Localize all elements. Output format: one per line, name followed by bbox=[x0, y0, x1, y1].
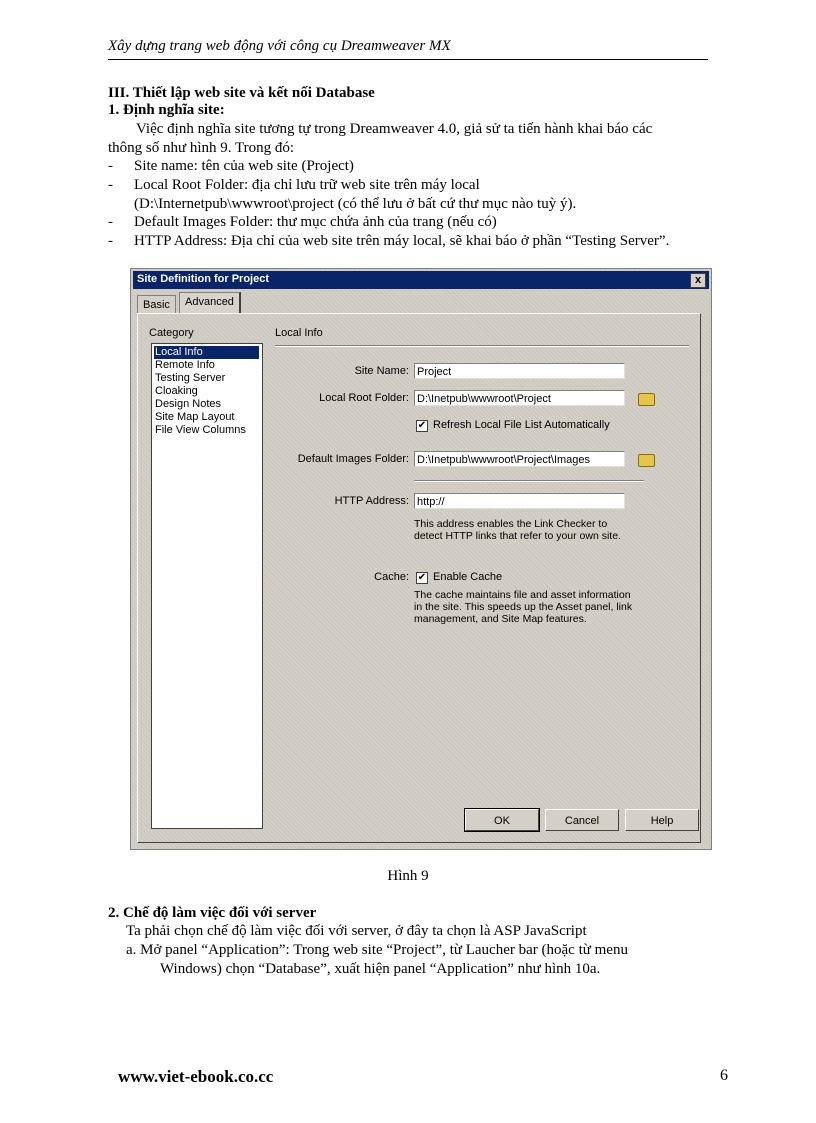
help-button[interactable]: Help bbox=[625, 809, 699, 831]
folder-icon[interactable] bbox=[638, 454, 655, 467]
category-label: Category bbox=[149, 327, 194, 339]
category-item-site-map-layout[interactable]: Site Map Layout bbox=[155, 411, 235, 423]
category-item-cloaking[interactable]: Cloaking bbox=[155, 385, 198, 397]
category-list[interactable] bbox=[151, 343, 263, 829]
dialog-title: Site Definition for Project bbox=[137, 273, 270, 285]
category-item-file-view-columns[interactable]: File View Columns bbox=[155, 424, 246, 436]
site-definition-dialog bbox=[130, 268, 712, 850]
refresh-checkbox[interactable]: ✔ bbox=[417, 420, 427, 431]
site-name-input[interactable]: Project bbox=[414, 363, 625, 379]
running-header: Xây dựng trang web động với công cụ Dreamweaver MX bbox=[108, 38, 451, 54]
category-item-local-info[interactable]: Local Info bbox=[154, 346, 259, 359]
paragraph-line: Ta phải chọn chế độ làm việc đối với server, ở đây ta chọn là ASP JavaScript bbox=[126, 923, 587, 939]
footer-website: www.viet-ebook.co.cc bbox=[118, 1067, 274, 1086]
default-images-folder-input[interactable]: D:\Inetpub\wwwroot\Project\Images bbox=[414, 451, 625, 467]
local-info-heading: Local Info bbox=[275, 327, 323, 339]
dialog-titlebar bbox=[133, 271, 709, 289]
http-address-input[interactable]: http:// bbox=[414, 493, 625, 509]
cache-label: Cache: bbox=[374, 571, 409, 583]
paragraph-line-2: thông số như hình 9. Trong đó: bbox=[108, 140, 295, 156]
figure-caption: Hình 9 bbox=[387, 868, 429, 884]
category-item-remote-info[interactable]: Remote Info bbox=[155, 359, 215, 371]
paragraph-line-1: Việc định nghĩa site tương tự trong Dreamweaver 4.0, giả sử ta tiến hành khai báo các bbox=[136, 121, 653, 137]
close-icon[interactable]: x bbox=[690, 273, 706, 288]
ok-button[interactable]: OK bbox=[465, 809, 539, 831]
local-root-folder-label: Local Root Folder: bbox=[319, 392, 409, 404]
subsection-1-title: 1. Định nghĩa site: bbox=[108, 102, 225, 118]
list-item-a-continuation: Windows) chọn “Database”, xuất hiện panel “Application” như hình 10a. bbox=[160, 961, 601, 977]
cancel-button[interactable]: Cancel bbox=[545, 809, 619, 831]
cache-hint: The cache maintains file and asset information in the site. This speeds up the Asset panel, link management, and Site Map features. bbox=[414, 589, 633, 625]
tab-basic[interactable]: Basic bbox=[137, 295, 176, 314]
http-address-label: HTTP Address: bbox=[334, 495, 409, 507]
header-rule bbox=[108, 59, 708, 60]
local-root-folder-input[interactable]: D:\Inetpub\wwwroot\Project bbox=[414, 390, 625, 406]
refresh-checkbox-label: Refresh Local File List Automatically bbox=[433, 419, 610, 431]
heading-divider bbox=[275, 345, 689, 347]
enable-cache-label: Enable Cache bbox=[433, 571, 503, 583]
tab-advanced[interactable]: Advanced bbox=[179, 292, 241, 313]
http-address-hint: This address enables the Link Checker to detect HTTP links that refer to your own site. bbox=[414, 518, 621, 542]
field-divider bbox=[414, 480, 644, 482]
category-item-design-notes[interactable]: Design Notes bbox=[155, 398, 222, 410]
site-name-label: Site Name: bbox=[354, 365, 409, 377]
default-images-folder-label: Default Images Folder: bbox=[297, 453, 409, 465]
enable-cache-checkbox[interactable]: ✔ bbox=[417, 572, 427, 583]
category-item-testing-server[interactable]: Testing Server bbox=[155, 372, 226, 384]
section-title: III. Thiết lập web site và kết nối Database bbox=[108, 85, 375, 101]
subsection-2-title: 2. Chế độ làm việc đối với server bbox=[108, 905, 317, 921]
folder-icon[interactable] bbox=[638, 393, 655, 406]
list-item-a: a. Mở panel “Application”: Trong web site “Project”, từ Laucher bar (hoặc từ menu bbox=[126, 942, 628, 958]
page-number: 6 bbox=[720, 1067, 728, 1084]
